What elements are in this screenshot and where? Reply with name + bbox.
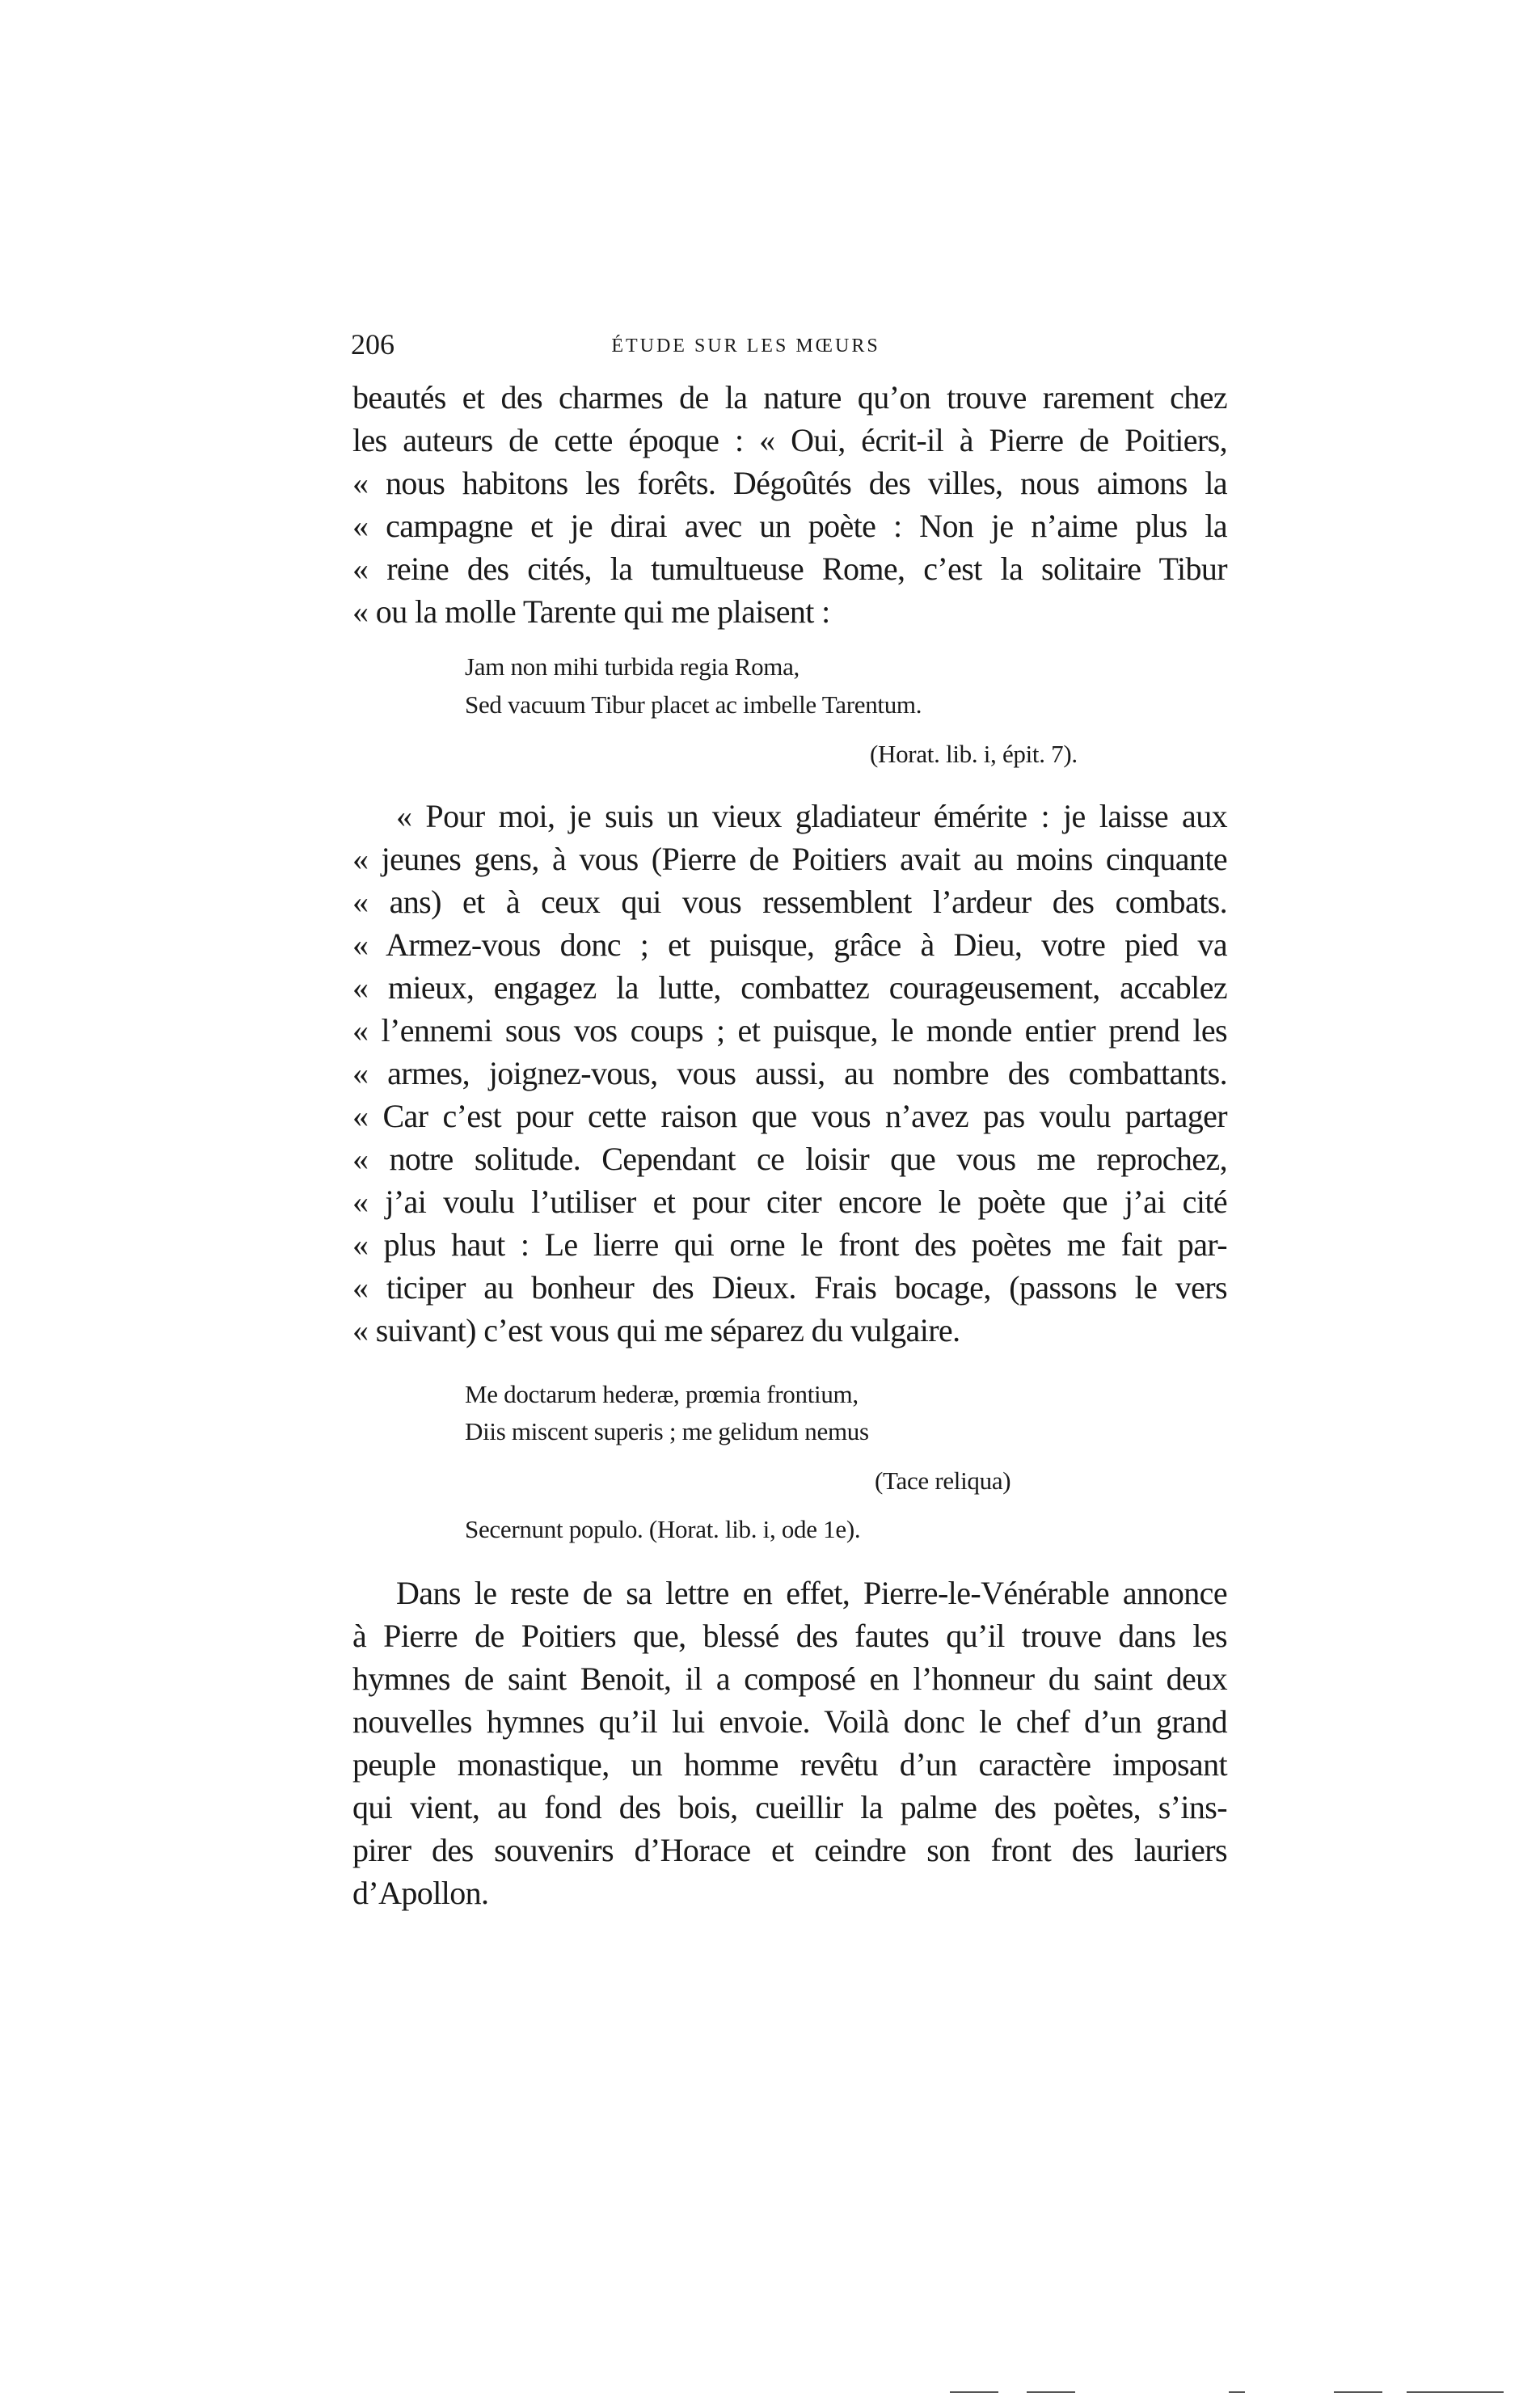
running-title: ÉTUDE SUR LES MŒURS xyxy=(611,335,880,357)
text-line: « suivant) c’est vous qui me séparez du vulgaire. xyxy=(352,1312,960,1348)
text-line: beautés et des charmes de la nature qu’on trouve rarement chez xyxy=(352,379,1227,416)
text-line: « campagne et je dirai avec un poète : Non je n’aime plus la xyxy=(352,508,1227,544)
verse-line: Sed vacuum Tibur placet ac imbelle Tarentum. xyxy=(465,690,922,719)
text-line: peuple monastique, un homme revêtu d’un caractère imposant xyxy=(352,1746,1227,1783)
text-line: « reine des cités, la tumultueuse Rome, c’est la solitaire Tibur xyxy=(352,551,1227,587)
text-line: « j’ai voulu l’utiliser et pour citer encore le poète que j’ai cité xyxy=(352,1184,1227,1220)
text-line: « Pour moi, je suis un vieux gladiateur émérite : je laisse aux xyxy=(396,798,1227,834)
text-line: « notre solitude. Cependant ce loisir que vous me reprochez, xyxy=(352,1141,1227,1177)
verse-note: (Tace reliqua) xyxy=(875,1466,1011,1495)
verse-line: Secernunt populo. (Horat. lib. i, ode 1e). xyxy=(465,1515,861,1543)
text-line: « jeunes gens, à vous (Pierre de Poitiers avait au moins cinquante xyxy=(352,841,1227,877)
text-line: « l’ennemi sous vos coups ; et puisque, le monde entier prend les xyxy=(352,1012,1227,1049)
verse-line: Diis miscent superis ; me gelidum nemus xyxy=(465,1417,869,1445)
text-line: « Armez-vous donc ; et puisque, grâce à Dieu, votre pied va xyxy=(352,926,1227,963)
scan-mark xyxy=(1334,2391,1382,2393)
text-line: « plus haut : Le lierre qui orne le front des poètes me fait par- xyxy=(352,1226,1227,1263)
text-line: à Pierre de Poitiers que, blessé des fautes qu’il trouve dans les xyxy=(352,1618,1227,1654)
page-number: 206 xyxy=(351,328,394,361)
scan-mark xyxy=(950,2391,998,2393)
verse-line: Jam non mihi turbida regia Roma, xyxy=(465,652,800,681)
text-line: « Car c’est pour cette raison que vous n’avez pas voulu partager xyxy=(352,1098,1227,1134)
scan-mark xyxy=(1407,2391,1504,2393)
text-line: pirer des souvenirs d’Horace et ceindre son front des lauriers xyxy=(352,1832,1227,1868)
text-line: « mieux, engagez la lutte, combattez courageusement, accablez xyxy=(352,969,1227,1006)
text-line: « ticiper au bonheur des Dieux. Frais bocage, (passons le vers xyxy=(352,1269,1227,1306)
text-line: nouvelles hymnes qu’il lui envoie. Voilà donc le chef d’un grand xyxy=(352,1703,1227,1740)
text-line: « ans) et à ceux qui vous ressemblent l’ardeur des combats. xyxy=(352,884,1227,920)
text-line: d’Apollon. xyxy=(352,1875,489,1911)
text-line: Dans le reste de sa lettre en effet, Pierre-le-Vénérable annonce xyxy=(396,1575,1227,1611)
text-line: les auteurs de cette époque : « Oui, écrit-il à Pierre de Poitiers, xyxy=(352,422,1227,458)
scan-mark xyxy=(1027,2391,1075,2393)
scan-mark xyxy=(1229,2391,1245,2393)
verse-reference: (Horat. lib. i, épit. 7). xyxy=(870,740,1078,768)
text-line: « nous habitons les forêts. Dégoûtés des villes, nous aimons la xyxy=(352,465,1227,501)
text-line: « ou la molle Tarente qui me plaisent : xyxy=(352,593,830,630)
verse-line: Me doctarum hederæ, prœmia frontium, xyxy=(465,1380,859,1408)
text-line: hymnes de saint Benoit, il a composé en l’honneur du saint deux xyxy=(352,1660,1227,1697)
text-line: « armes, joignez-vous, vous aussi, au nombre des combattants. xyxy=(352,1055,1227,1091)
text-line: qui vient, au fond des bois, cueillir la palme des poètes, s’ins- xyxy=(352,1789,1227,1825)
